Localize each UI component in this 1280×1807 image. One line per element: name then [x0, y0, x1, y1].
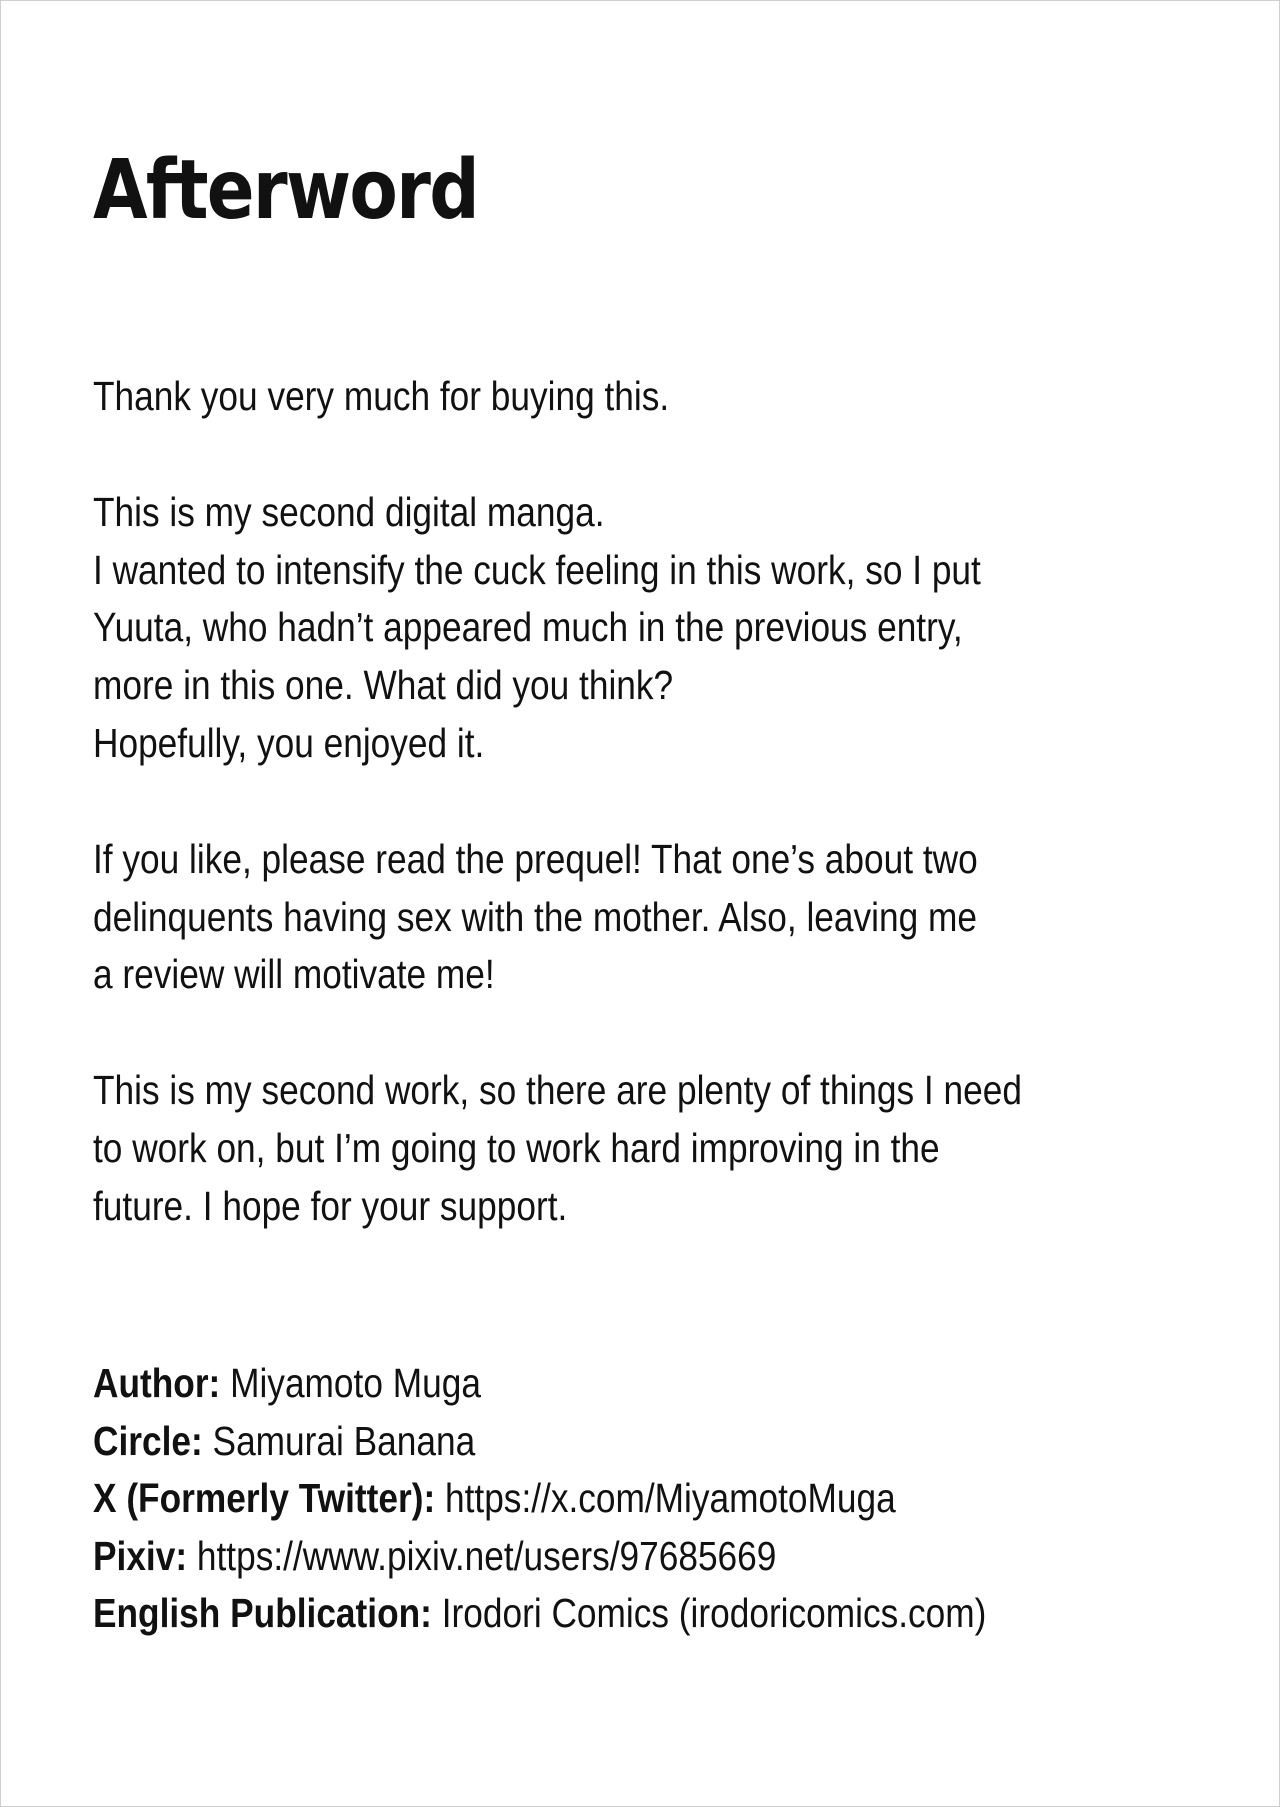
credit-author [93, 1355, 1159, 1413]
text-line: Yuuta, who hadn’t appeared much in the previous entry, [93, 604, 963, 651]
credit-label: Author: [93, 1360, 221, 1406]
credit-pixiv [93, 1528, 1159, 1586]
text-line: to work on, but I’m going to work hard improving in the [93, 1124, 940, 1171]
paragraph [93, 831, 1108, 1004]
afterword-page [93, 143, 1193, 1636]
text-line: delinquents having sex with the mother. Also, leaving me [93, 893, 977, 940]
credit-label: English Publication: [93, 1590, 432, 1636]
credit-x-twitter [93, 1470, 1159, 1528]
text-line: future. I hope for your support. [93, 1182, 568, 1229]
afterword-body [93, 368, 1108, 1294]
text-line: If you like, please read the prequel! That one’s about two [93, 835, 978, 882]
text-line: Thank you very much for buying this. [93, 373, 670, 419]
credit-label: X (Formerly Twitter): [93, 1475, 436, 1521]
credit-value: Miyamoto Muga [230, 1360, 481, 1406]
text-line: Hopefully, you enjoyed it. [93, 719, 485, 766]
credit-english-publication [93, 1585, 1159, 1643]
page-title: Afterword [93, 143, 478, 238]
paragraph [93, 368, 1108, 426]
credit-value: https://x.com/MiyamotoMuga [444, 1475, 896, 1521]
credits-block [93, 1355, 1159, 1643]
paragraph [93, 484, 1108, 773]
text-line: This is my second digital manga. [93, 488, 605, 535]
paragraph [93, 1062, 1108, 1235]
credit-label: Circle: [93, 1417, 203, 1464]
text-line: This is my second work, so there are plenty of things I need [93, 1067, 1022, 1114]
credit-circle [93, 1413, 1159, 1471]
credit-value: https://www.pixiv.net/users/97685669 [196, 1532, 777, 1579]
text-line: more in this one. What did you think? [93, 662, 674, 709]
text-line: a review will motivate me! [93, 951, 495, 998]
credit-value: Irodori Comics (irodoricomics.com) [441, 1590, 987, 1636]
credit-value: Samurai Banana [212, 1417, 476, 1464]
text-line: I wanted to intensify the cuck feeling in this work, so I put [93, 546, 981, 593]
credit-label: Pixiv: [93, 1532, 188, 1579]
